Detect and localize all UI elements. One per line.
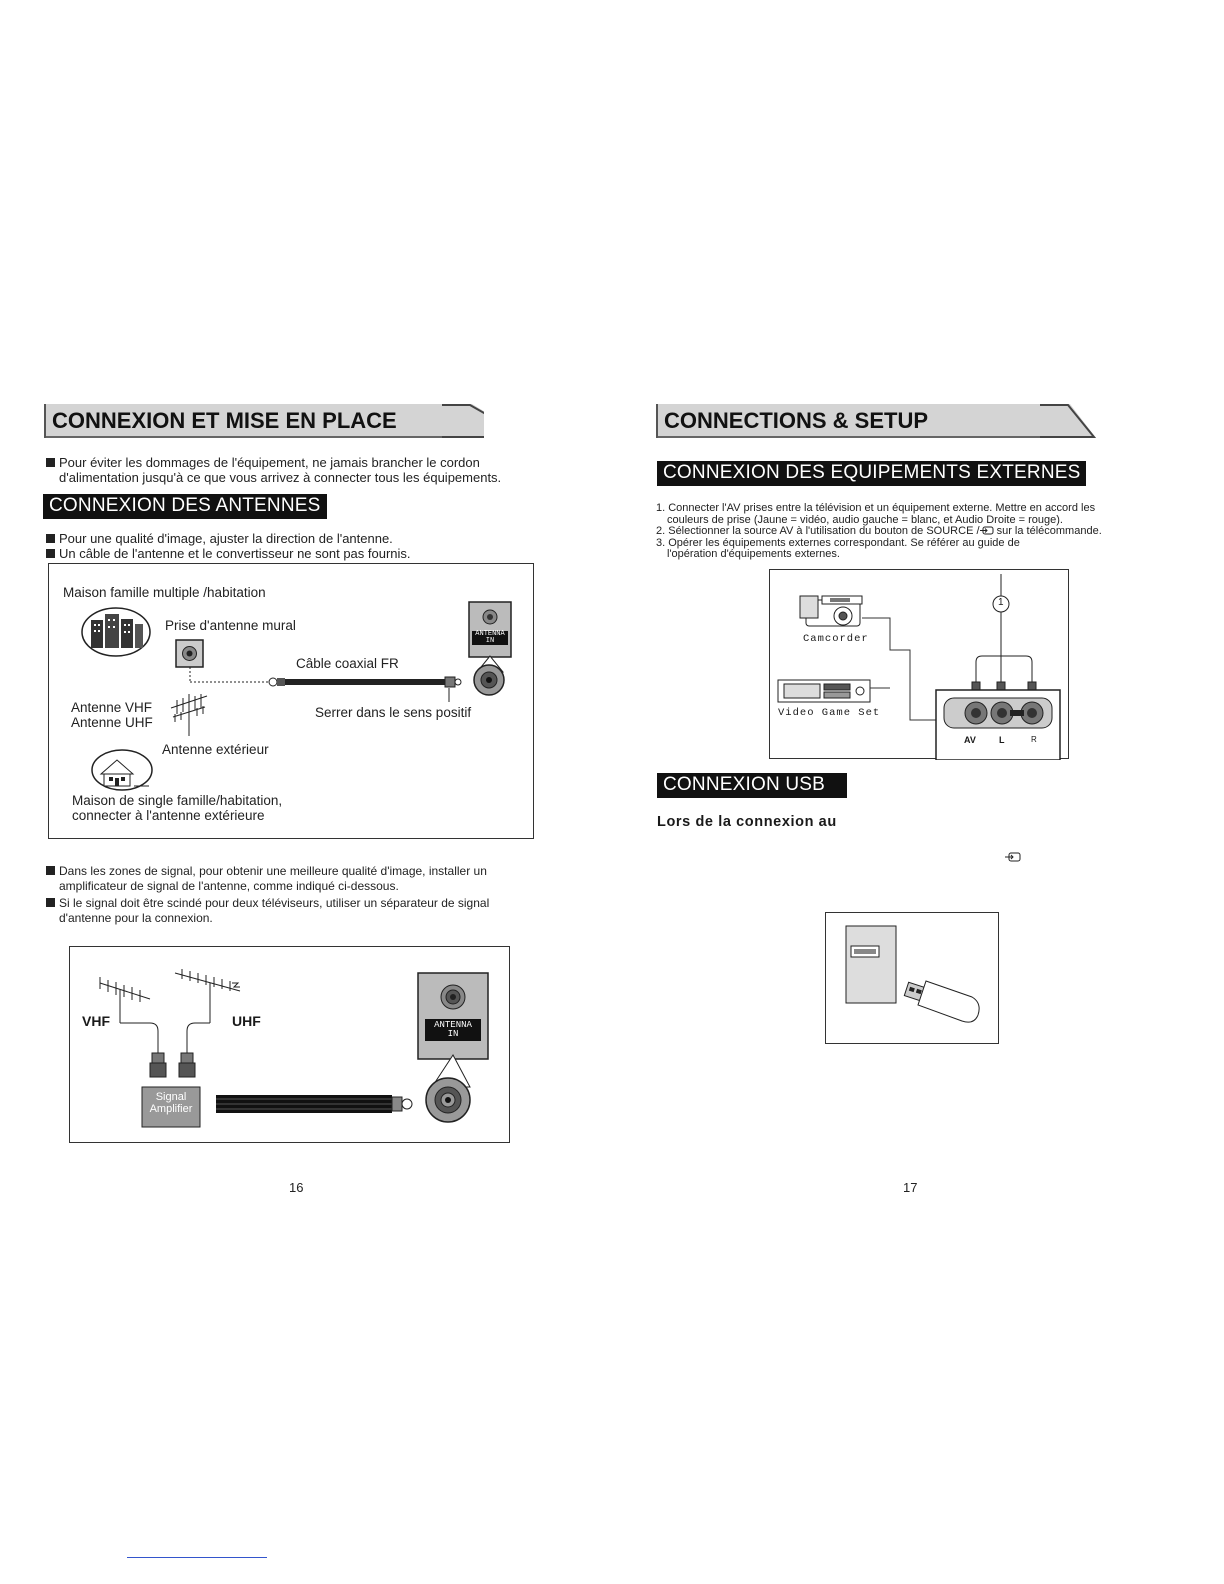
antenna-diagram-art [49,564,535,840]
antenna-in-text-2: IN [485,637,495,645]
step-2-text-b: sur la télécommande. [993,525,1102,537]
left-header-banner [44,404,484,438]
camcorder-icon [800,596,862,626]
antenna-bullet-2 [46,546,411,561]
usb-connection-text: Lors de la connexion au [657,814,837,830]
signal-amplifier-label [142,1091,200,1115]
antenna-in-label-2 [425,1021,481,1039]
camcorder-label: Camcorder [803,633,869,645]
usb-port-panel [846,926,896,1003]
av-input-panel [936,690,1060,760]
antenna-in2-text-1: ANTENNA [434,1020,472,1030]
amplifier-diagram-box [69,946,510,1143]
amplifier-bullet-line-1: Dans les zones de signal, pour obtenir une meilleure qualité d'image, installer un [59,864,487,878]
coax-cable-label: Câble coaxial FR [296,656,399,671]
r-label: R [1031,735,1037,744]
amplifier-bullet [46,864,487,894]
tighten-label: Serrer dans le sens positif [315,705,472,720]
section-antennas-heading: CONNEXION DES ANTENNES [43,494,327,519]
antenna-in-panel-2 [418,973,488,1059]
source-input-icon [1005,852,1021,863]
av-diagram-box [769,569,1069,759]
warning-note [46,455,501,485]
antenna-diagram-box [48,563,534,839]
antenna-bullet-2-text: Un câble de l'antenne et le convertisseur ne sont pas fournis. [59,546,411,561]
warning-line-1: Pour éviter les dommages de l'équipement, ne jamais brancher le cordon [59,455,480,470]
single-family-label-2: connecter à l'antenne extérieure [72,808,265,823]
footer-link-underline [127,1557,267,1558]
antenna-bullet-1 [46,531,393,546]
step-3-line-1: 3. Opérer les équipements externes correspondant. Se référer au guide de [656,536,1020,549]
wall-socket-label: Prise d'antenne mural [165,618,296,633]
antenna-in-label [472,631,508,645]
amplifier-diagram-art [70,947,511,1144]
step-2-text-a: 2. Sélectionner la source AV à l'utilisation du bouton de SOURCE / [656,525,980,537]
thick-coax-cable [216,1095,412,1113]
multi-family-label: Maison famille multiple /habitation [63,585,266,600]
right-header-banner [656,404,1096,438]
antenna-vhf-label: Antenne VHF [71,700,153,715]
left-header-title: CONNEXION ET MISE EN PLACE [52,408,397,433]
splitter-bullet-line-2: d'antenne pour la connexion. [59,911,213,925]
splitter-bullet-line-1: Si le signal doit être scindé pour deux téléviseurs, utiliser un séparateur de signal [59,896,490,910]
splitter-bullet [46,896,489,926]
section-usb-text: CONNEXION USB [663,774,826,795]
usb-diagram-box [825,912,999,1044]
video-game-set-icon [778,680,870,702]
amplifier-bullet-line-2: amplificateur de signal de l'antenne, comme indiqué ci-dessous. [59,879,399,893]
callout-1: 1 [998,597,1004,608]
section-usb-heading [657,773,847,798]
section-external-heading: CONNEXION DES EQUIPEMENTS EXTERNES [657,461,1086,486]
uhf-label: UHF [232,1013,261,1029]
coax-cable-icon [269,677,461,687]
uhf-antenna-icon [175,969,240,1057]
outdoor-antenna-label: Antenne extérieur [162,742,269,757]
vhf-label: VHF [82,1013,110,1029]
antenna-in-text-1: ANTENNA [475,630,505,638]
source-input-icon [980,526,994,535]
antenna-uhf-label: Antenne UHF [71,715,153,730]
l-label: L [999,735,1005,745]
rooftop-antenna-icon [171,694,207,736]
amp-label-1: Signal [155,1091,187,1103]
usb-diagram-art [826,913,1000,1045]
step-2-line [656,526,1102,538]
page-number-16: 16 [289,1180,304,1195]
step-1-line-2: couleurs de prise (Jaune = vidéo, audio gauche = blanc, et Audio Droite = rouge). [667,513,1063,526]
step-3-line-2: l'opération d'équipements externes. [667,548,840,560]
single-family-label-1: Maison de single famille/habitation, [72,793,283,808]
single-house-icon [92,750,152,790]
amp-label-2: Amplifier [149,1103,193,1115]
step-1-line-1: 1. Connecter l'AV prises entre la télévision et un équipement externe. Mettre en accord les [656,502,1096,514]
right-header-title: CONNECTIONS & SETUP [664,408,929,433]
apartment-building-icon [82,608,150,656]
antenna-in2-text-2: IN [447,1029,459,1039]
av-diagram-art [770,570,1070,760]
av-label: AV [964,735,976,745]
external-steps [656,503,1102,561]
page-number-17: 17 [903,1180,918,1195]
video-game-label: Video Game Set [778,707,881,719]
usb-drive-icon [904,981,979,1022]
wall-socket-icon [176,640,203,667]
warning-line-2: d'alimentation jusqu'à ce que vous arrivez à connecter tous les équipements. [59,470,502,485]
amp-input-connectors [150,1053,195,1077]
antenna-bullet-1-text: Pour une qualité d'image, ajuster la direction de l'antenne. [59,531,393,546]
